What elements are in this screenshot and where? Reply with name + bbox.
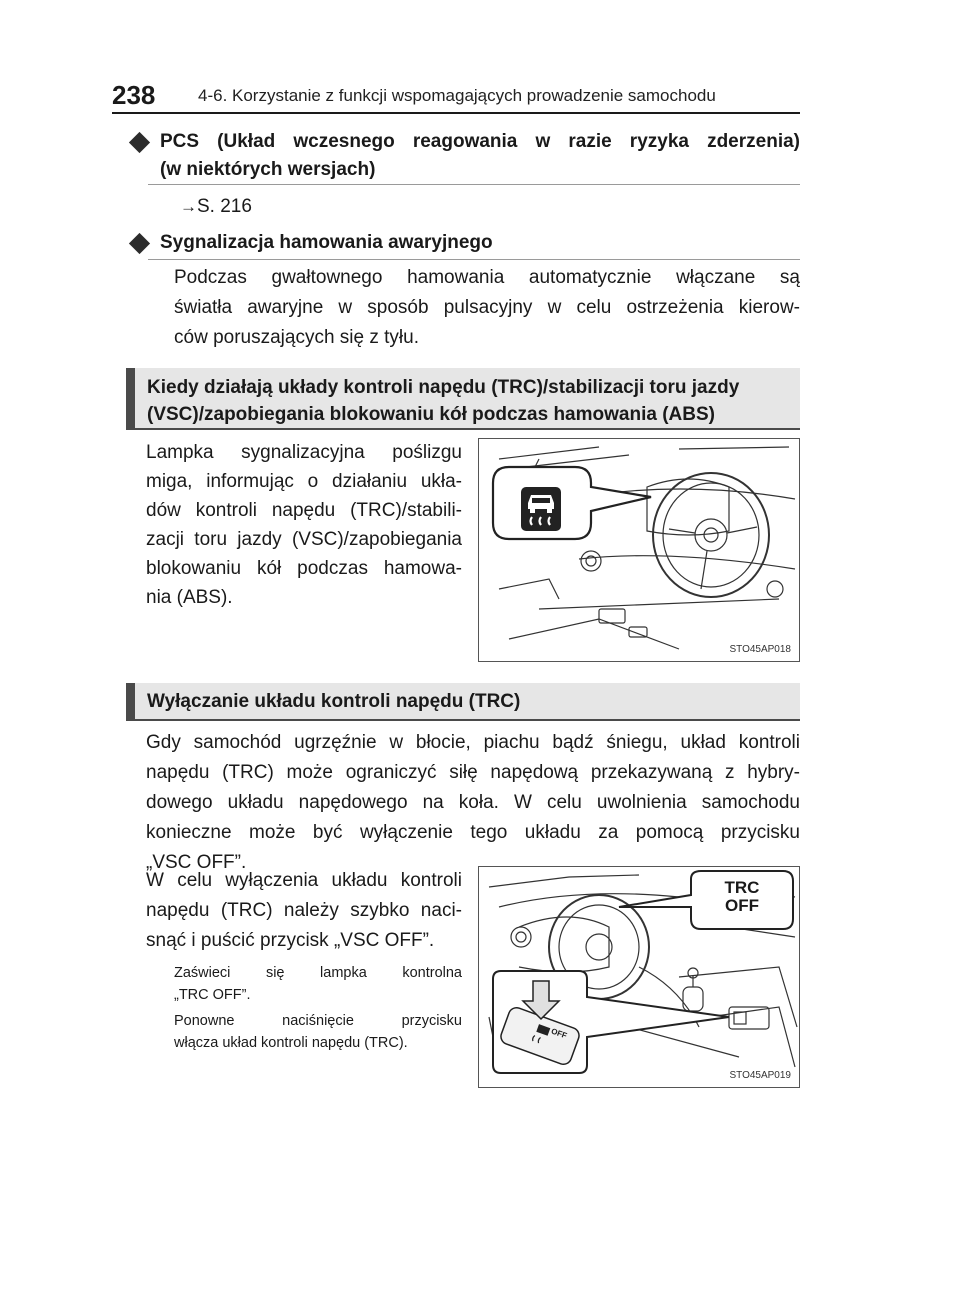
trc-off-note-line: Zaświeci się lampka kontrolna bbox=[174, 965, 462, 981]
trc-off-line: dowego układu napędowego na koła. W celu uwolnienia samochodu bbox=[146, 792, 800, 813]
trc-off-heading: Wyłączanie układu kontroli napędu (TRC) bbox=[126, 683, 800, 721]
trc-vsc-abs-line: miga, informując o działaniu ukła- bbox=[146, 471, 462, 492]
trc-off-line: napędu (TRC) może ograniczyć siłę napędową przekazywaną z hybry- bbox=[146, 762, 800, 783]
diamond-bullet-icon bbox=[129, 233, 150, 254]
trc-off-note-2 bbox=[174, 1010, 462, 1054]
emergency-brake-title: Sygnalizacja hamowania awaryjnego bbox=[160, 232, 493, 253]
trc-off-callout-label bbox=[691, 879, 793, 915]
header-rule bbox=[112, 112, 800, 114]
trc-off-line: konieczne może być wyłączenie tego układu za pomocą przycisku bbox=[146, 822, 800, 843]
trc-off-instruction bbox=[146, 866, 462, 956]
trc-vsc-abs-line: nia (ABS). bbox=[146, 587, 233, 608]
trc-off-note-1 bbox=[174, 962, 462, 1006]
skid-car-icon bbox=[521, 487, 561, 531]
pcs-ref-page: S. 216 bbox=[197, 196, 252, 217]
trc-off-instruction-line: snąć i puścić przycisk „VSC OFF”. bbox=[146, 930, 435, 951]
emergency-brake-line: ców poruszających się z tyłu. bbox=[174, 327, 419, 348]
trc-off-instruction-line: W celu wyłączenia układu kontroli bbox=[146, 870, 462, 891]
pcs-reference bbox=[180, 192, 252, 222]
trc-vsc-abs-text bbox=[146, 438, 462, 612]
emergency-brake-line: Podczas gwałtownego hamowania automatycznie włączane są bbox=[174, 267, 800, 288]
section-breadcrumb: 4-6. Korzystanie z funkcji wspomagających prowadzenie samochodu bbox=[198, 86, 716, 105]
trc-off-callout-line1: TRC bbox=[724, 878, 760, 897]
trc-off-line: Gdy samochód ugrzęźnie w błocie, piachu bądź śniegu, układ kontroli bbox=[146, 732, 800, 753]
vsc-off-button-label: OFF bbox=[549, 1026, 569, 1041]
emergency-brake-rule bbox=[148, 259, 800, 260]
skid-indicator-icon bbox=[521, 487, 561, 531]
pcs-title-line2: (w niektórych wersjach) bbox=[160, 159, 376, 180]
dashboard-skid-figure bbox=[478, 438, 800, 662]
trc-vsc-abs-line: blokowaniu kół podczas hamowa- bbox=[146, 558, 462, 579]
diamond-bullet-icon bbox=[129, 132, 150, 153]
trc-vsc-abs-line: Lampka sygnalizacyjna poślizgu bbox=[146, 442, 462, 463]
pcs-title bbox=[160, 128, 800, 184]
trc-off-line: „VSC OFF”. bbox=[146, 852, 247, 873]
page-number: 238 bbox=[112, 80, 156, 110]
emergency-brake-text bbox=[174, 263, 800, 353]
callout-bubble bbox=[493, 467, 651, 539]
pcs-title-line1: PCS (Układ wczesnego reagowania w razie ryzyka zderzenia) bbox=[160, 131, 800, 152]
trc-off-paragraph bbox=[146, 728, 800, 878]
vsc-off-button-figure bbox=[478, 866, 800, 1088]
trc-off-note-line: „TRC OFF”. bbox=[174, 987, 251, 1003]
figure-code: STO45AP019 bbox=[729, 1070, 791, 1081]
figure-code: STO45AP018 bbox=[729, 644, 791, 655]
trc-vsc-abs-heading-line2: (VSC)/zapobiegania blokowaniu kół podczas hamowania (ABS) bbox=[147, 404, 715, 425]
trc-off-instruction-line: napędu (TRC) należy szybko naci- bbox=[146, 900, 462, 921]
emergency-brake-line: światła awaryjne w sposób pulsacyjny w celu ostrzeżenia kierow- bbox=[174, 297, 800, 318]
trc-vsc-abs-line: zacji toru jazdy (VSC)/zapobiegania bbox=[146, 529, 462, 550]
trc-vsc-abs-heading bbox=[126, 368, 800, 430]
trc-vsc-abs-line: dów kontroli napędu (TRC)/stabili- bbox=[146, 500, 462, 521]
pcs-rule bbox=[148, 184, 800, 185]
trc-off-note-line: włącza układ kontroli napędu (TRC). bbox=[174, 1035, 408, 1051]
dashboard-illustration bbox=[479, 439, 800, 662]
trc-vsc-abs-heading-line1: Kiedy działają układy kontroli napędu (TRC)/stabilizacji toru jazdy bbox=[147, 377, 740, 398]
trc-off-callout-line2: OFF bbox=[725, 896, 759, 915]
trc-off-note-line: Ponowne naciśnięcie przycisku bbox=[174, 1013, 462, 1029]
arrow-right-icon: → bbox=[180, 197, 197, 216]
